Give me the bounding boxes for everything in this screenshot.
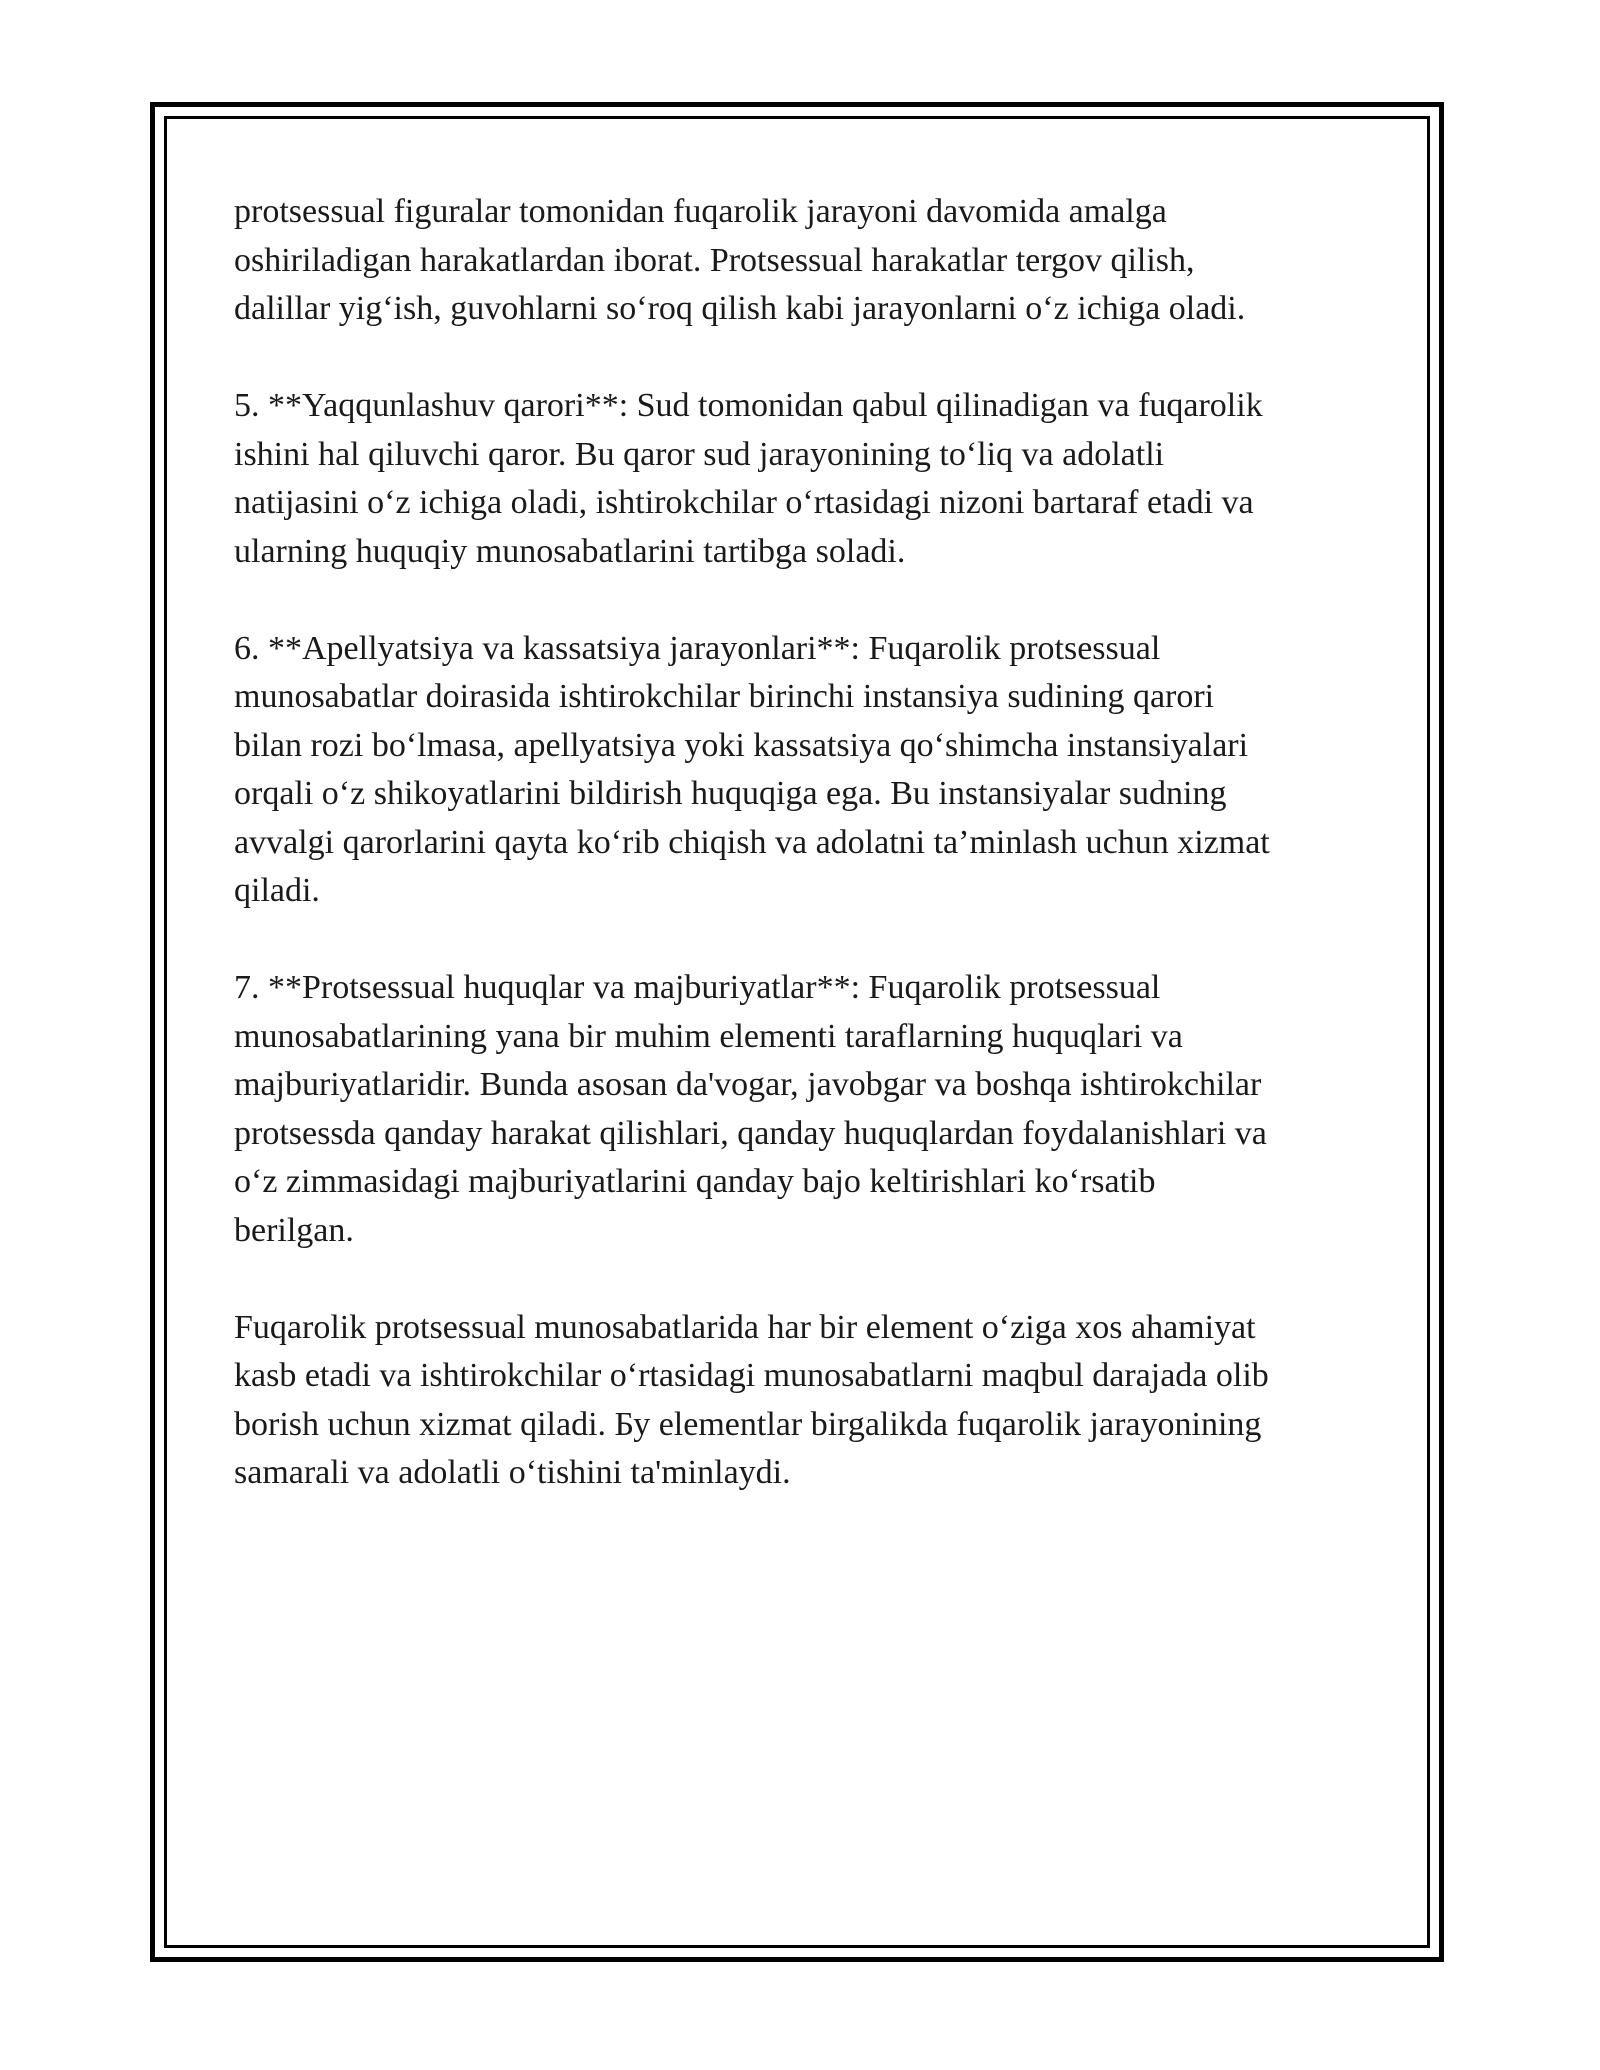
- paragraph-item-5: 5. **Yaqqunlashuv qarori**: Sud tomonidan qabul qilinadigan va fuqarolik ishini hal qiluvchi qaror. Bu qaror sud jarayonining to‘liq va adolatli natijasini o‘z ichiga oladi, ishtirokchilar o‘rtasidagi nizoni bartaraf etadi va ularning huquqiy munosabatlarini tartibga soladi.: [234, 387, 1263, 570]
- paragraph-conclusion: Fuqarolik protsessual munosabatlarida har bir element o‘ziga xos ahamiyat kasb etadi va ishtirokchilar o‘rtasidagi munosabatlarni maqbul darajada olib borish uchun xizmat qiladi. Бу elementlar birgalikda fuqarolik jarayonining samarali va adolatli o‘tishini ta'minlaydi.: [234, 1308, 1269, 1491]
- paragraph-intro-continuation: protsessual figuralar tomonidan fuqarolik jarayoni davomida amalga oshiriladigan harakatlardan iborat. Protsessual harakatlar tergov qilish, dalillar yig‘ish, guvohlarni so‘roq qilish kabi jarayonlarni o‘z ichiga oladi.: [234, 193, 1246, 327]
- paragraph-item-6: 6. **Apellyatsiya va kassatsiya jarayonlari**: Fuqarolik protsessual munosabatlar doirasida ishtirokchilar birinchi instansiya sudining qarori bilan rozi bo‘lmasa, apellyatsiya yoki kassatsiya qo‘shimcha instansiyalari orqali o‘z shikoyatlarini bildirish huquqiga ega. Bu instansiyalar sudning avvalgi qarorlarini qayta ko‘rib chiqish va adolatni ta’minlash uchun xizmat qiladi.: [234, 629, 1270, 909]
- document-body: [234, 188, 1364, 1546]
- paragraph-item-7: 7. **Protsessual huquqlar va majburiyatlar**: Fuqarolik protsessual munosabatlarining yana bir muhim elementi taraflarning huquqlari va majburiyatlaridir. Bunda asosan da'vogar, javobgar va boshqa ishtirokchilar protsessda qanday harakat qilishlari, qanday huquqlardan foydalanishlari va o‘z zimmasidagi majburiyatlarini qanday bajo keltirishlari ko‘rsatib berilgan.: [234, 969, 1267, 1249]
